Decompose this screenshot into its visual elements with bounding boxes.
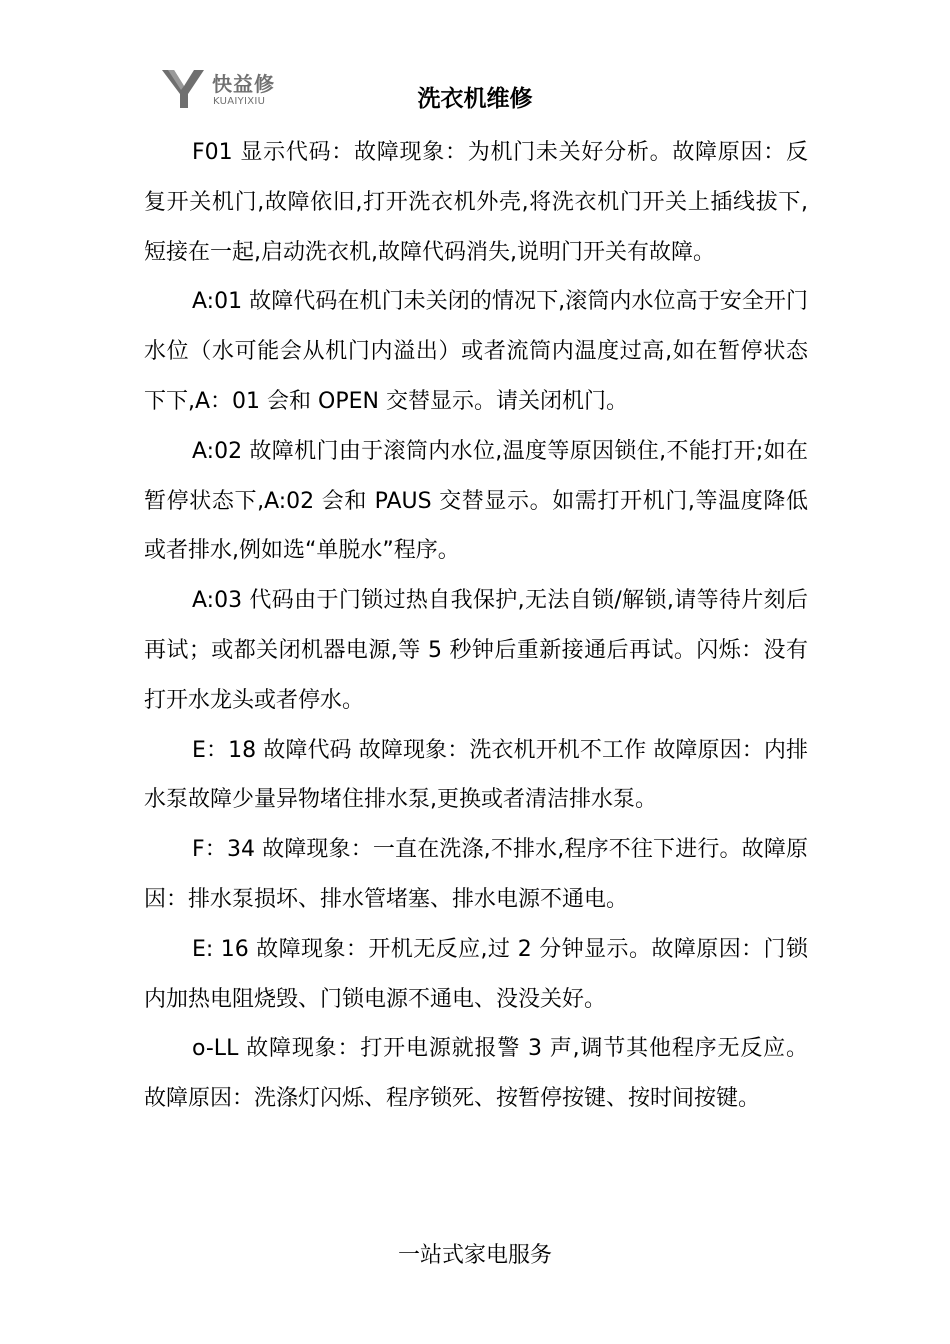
paragraph-a03: A:03 代码由于门锁过热自我保护,无法自锁/解锁,请等待片刻后再试；或都关闭机器电源,等 5 秒钟后重新接通后再试。闪烁：没有打开水龙头或者停水。	[144, 588, 808, 713]
paragraph-e16: E: 16 故障现象：开机无反应,过 2 分钟显示。故障原因：门锁内加热电阻烧毁、门锁电源不通电、没没关好。	[144, 936, 808, 1012]
document-body	[144, 128, 808, 1124]
paragraph-oll: o-LL 故障现象：打开电源就报警 3 声,调节其他程序无反应。故障原因：洗涤灯闪烁、程序锁死、按暂停按键、按时间按键。	[144, 1036, 808, 1112]
paragraph-a02: A:02 故障机门由于滚筒内水位,温度等原因锁住,不能打开;如在暂停状态下,A:02 会和 PAUS 交替显示。如需打开机门,等温度降低或者排水,例如选“单脱水”程序。	[144, 438, 808, 564]
paragraph-e18: E：18 故障代码 故障现象：洗衣机开机不工作 故障原因：内排水泵故障少量异物堵住排水泵,更换或者清洁排水泵。	[144, 737, 808, 813]
paragraph-f34: F：34 故障现象：一直在洗涤,不排水,程序不往下进行。故障原因：排水泵损坏、排水管堵塞、排水电源不通电。	[144, 837, 808, 912]
logo-chinese-text: 快益修	[212, 72, 275, 96]
paragraph-a01: A:01 故障代码在机门未关闭的情况下,滚筒内水位高于安全开门水位（水可能会从机门内溢出）或者流筒内温度过高,如在暂停状态下下,A：01 会和 OPEN 交替显示。请关闭机门。	[144, 289, 808, 414]
document-title: 洗衣机维修	[417, 86, 533, 112]
paragraph-f01: F01 显示代码：故障现象：为机门未关好分析。故障原因：反复开关机门,故障依旧,打开洗衣机外壳,将洗衣机门开关上插线拔下,短接在一起,启动洗衣机,故障代码消失,说明门开关有故障。	[144, 140, 808, 265]
footer-slogan: 一站式家电服务	[397, 1243, 552, 1268]
logo-english-text: KUAIYIXIU	[213, 96, 266, 107]
